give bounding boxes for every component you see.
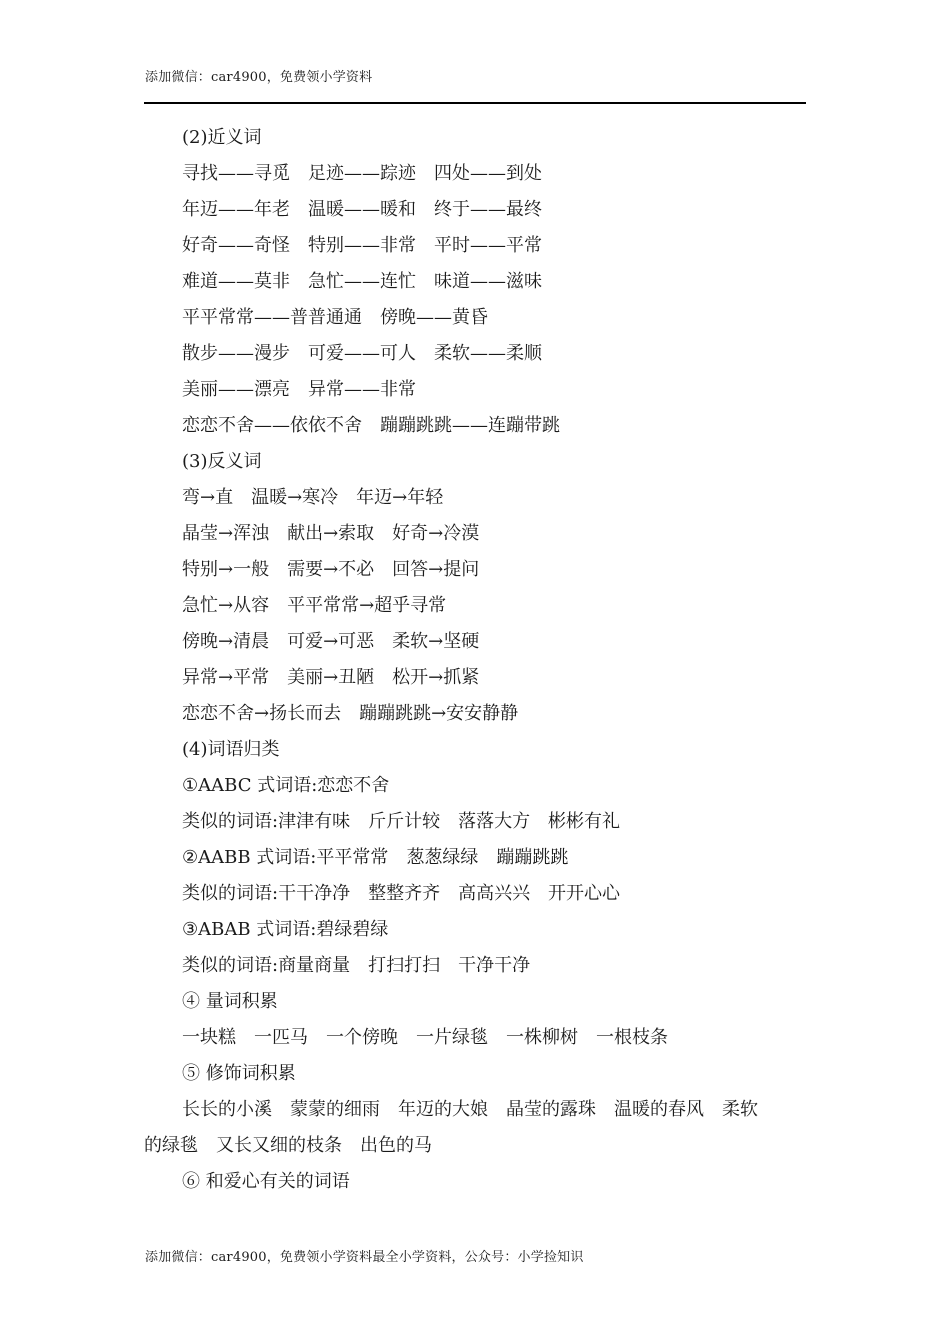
text-line: 特别→一般 需要→不必 回答→提问 (182, 559, 480, 580)
section-heading-classification: (4)词语归类 (182, 739, 280, 760)
text-line: 寻找——寻觅 足迹——踪迹 四处——到处 (182, 163, 542, 184)
text-line: ②AABB 式词语:平平常常 葱葱绿绿 蹦蹦跳跳 (182, 847, 569, 868)
text-line: 平平常常——普普通通 傍晚——黄昏 (182, 307, 488, 328)
text-line: 异常→平常 美丽→丑陋 松开→抓紧 (182, 667, 480, 688)
header-text: 添加微信：car4900，免费领小学资料 (145, 70, 373, 85)
text-line: 傍晚→清晨 可爱→可恶 柔软→坚硬 (182, 631, 480, 652)
text-line-continuation: 的绿毯 又长又细的枝条 出色的马 (144, 1135, 432, 1156)
subsection-heading-measure-words: ④ 量词积累 (182, 991, 278, 1012)
subsection-heading-love-words: ⑥ 和爱心有关的词语 (182, 1171, 350, 1192)
text-line: 急忙→从容 平平常常→超乎寻常 (182, 595, 447, 616)
text-line: 类似的词语:干干净净 整整齐齐 高高兴兴 开开心心 (182, 883, 621, 904)
text-line: 长长的小溪 蒙蒙的细雨 年迈的大娘 晶莹的露珠 温暖的春风 柔软 (182, 1099, 758, 1120)
section-heading-antonyms: (3)反义词 (182, 451, 262, 472)
text-line: 好奇——奇怪 特别——非常 平时——平常 (182, 235, 542, 256)
text-line: 类似的词语:商量商量 打扫打扫 干净干净 (182, 955, 531, 976)
text-line: 恋恋不舍——依依不舍 蹦蹦跳跳——连蹦带跳 (182, 415, 560, 436)
header-divider (144, 102, 806, 104)
footer-text: 添加微信：car4900，免费领小学资料最全小学资料，公众号：小学捡知识 (145, 1250, 584, 1265)
text-line: 美丽——漂亮 异常——非常 (182, 379, 416, 400)
document-body (144, 120, 806, 1200)
text-line: 晶莹→浑浊 献出→索取 好奇→冷漠 (182, 523, 480, 544)
text-line: 难道——莫非 急忙——连忙 味道——滋味 (182, 271, 542, 292)
text-line: 类似的词语:津津有味 斤斤计较 落落大方 彬彬有礼 (182, 811, 621, 832)
text-line: ③ABAB 式词语:碧绿碧绿 (182, 919, 389, 940)
text-line: 年迈——年老 温暖——暖和 终于——最终 (182, 199, 542, 220)
text-line: 恋恋不舍→扬长而去 蹦蹦跳跳→安安静静 (182, 703, 519, 724)
section-heading-synonyms: (2)近义词 (182, 127, 262, 148)
text-line: ①AABC 式词语:恋恋不舍 (182, 775, 390, 796)
text-line: 一块糕 一匹马 一个傍晚 一片绿毯 一株柳树 一根枝条 (182, 1027, 668, 1048)
text-line: 弯→直 温暖→寒冷 年迈→年轻 (182, 487, 444, 508)
subsection-heading-modifiers: ⑤ 修饰词积累 (182, 1063, 296, 1084)
text-line: 散步——漫步 可爱——可人 柔软——柔顺 (182, 343, 542, 364)
